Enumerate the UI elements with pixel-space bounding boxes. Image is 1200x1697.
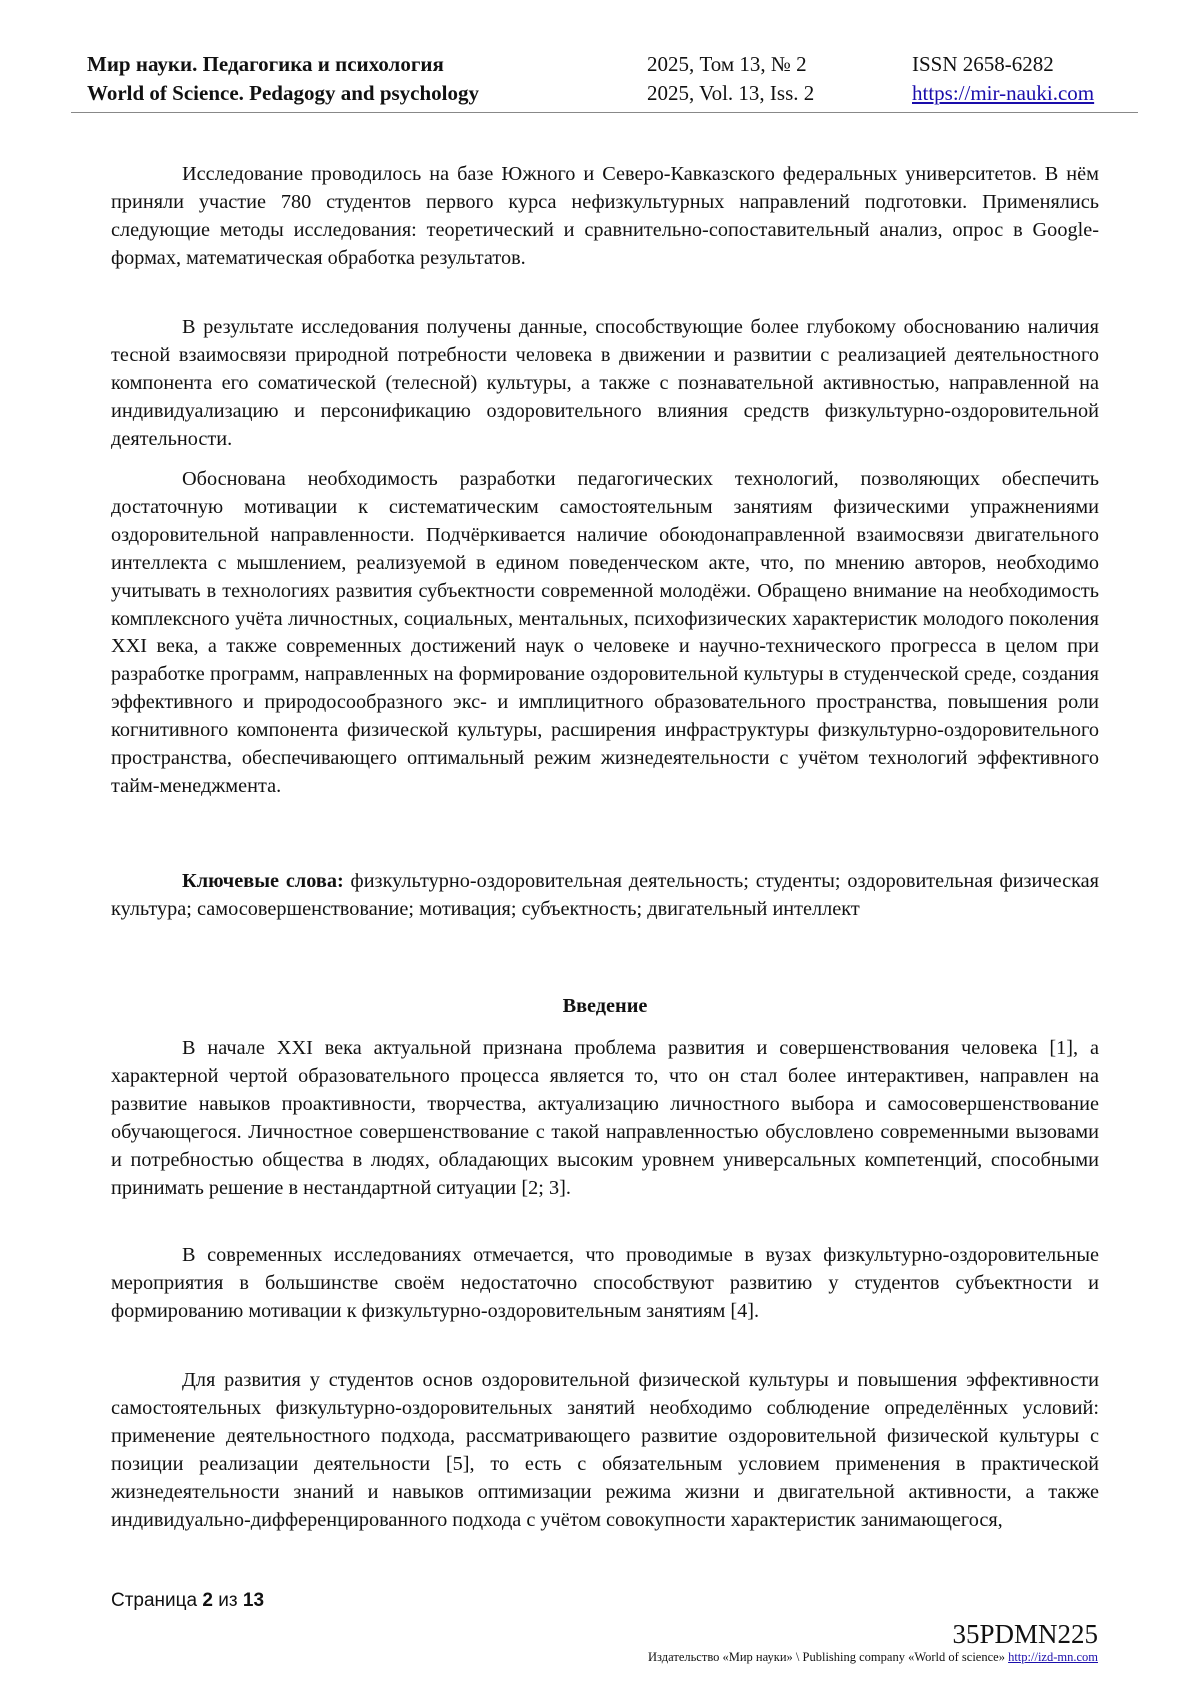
journal-title-ru: Мир науки. Педагогика и психология xyxy=(87,52,444,76)
publisher-line xyxy=(648,1650,1098,1665)
publisher-text: Издательство «Мир науки» \ Publishing company «World of science» xyxy=(648,1650,1009,1664)
section-heading: Введение xyxy=(562,995,648,1017)
issue-ru: 2025, Том 13, № 2 xyxy=(647,52,807,76)
publisher-link[interactable]: http://izd-mn.com xyxy=(1008,1650,1098,1664)
intro-paragraph: В современных исследованиях отмечается, что проводимые в вузах физкультурно-оздоровительные мероприятия в большинстве своём недостаточно способствуют развитию у студентов субъектности и формированию мотивации к физкультурно-оздоровительным занятиям [4]. xyxy=(111,1244,1099,1322)
issn: ISSN 2658-6282 xyxy=(912,52,1054,76)
journal-url-link[interactable]: https://mir-nauki.com xyxy=(912,81,1095,105)
journal-title-en: World of Science. Pedagogy and psychology xyxy=(87,81,480,105)
journal-title xyxy=(87,50,479,108)
header-divider xyxy=(71,112,1138,113)
issn-block xyxy=(912,50,1094,108)
issue-en: 2025, Vol. 13, Iss. 2 xyxy=(647,81,815,105)
issue-info xyxy=(647,50,814,108)
abstract-paragraph: Обоснована необходимость разработки педагогических технологий, позволяющих обеспечить достаточную мотивации к систематическим самостоятельным занятиям физическими упражнениями оздоровительной направленности. Подчёркивается наличие обоюдонаправленной взаимосвязи двигательного интеллекта с мышлением, реализуемой в едином поведенческом акте, что, по мнению авторов, необходимо учитывать в технологиях развития субъектности современной молодёжи. Обращено внимание на необходимость комплексного учёта личностных, социальных, ментальных, психофизических характеристик молодого поколения XXI века, а также современных достижений наук о человеке и научно-технического прогресса в целом при разработке программ, направленных на формирование оздоровительной культуры в студенческой среде, создания эффективного и природосообразного экс- и имплицитного образовательного пространства, повышения роли когнитивного компонента физической культуры, расширения инфраструктуры физкультурно-оздоровительного пространства, обеспечивающего оптимальный режим жизнедеятельности с учётом технологий эффективного тайм-менеджмента. xyxy=(111,468,1099,797)
keywords xyxy=(111,868,1099,924)
article-code: 35PDMN225 xyxy=(952,1619,1098,1649)
keywords-text: физкультурно-оздоровительная деятельность; студенты; оздоровительная физическая культура; самосовершенствование; мотивация; субъектность; двигательный интеллект xyxy=(111,870,1099,920)
intro-paragraph: Для развития у студентов основ оздоровительной физической культуры и повышения эффективности самостоятельных физкультурно-оздоровительных занятий необходимо соблюдение определённых условий: применение деятельностного подхода, рассматривающего развитие оздоровительной физической культуры с позиции реализации деятельности [5], то есть с обязательным условием применения в практической жизнедеятельности знаний и навыков оптимизации режима жизни и двигательной активности, а также индивидуально-дифференцированного подхода с учётом совокупности характеристик занимающегося, xyxy=(111,1369,1099,1531)
page-prefix: Страница xyxy=(111,1590,203,1611)
page-total: 13 xyxy=(242,1590,265,1611)
keywords-label: Ключевые слова: xyxy=(182,870,344,892)
page-mid: из xyxy=(212,1590,243,1611)
page-current: 2 xyxy=(202,1590,213,1611)
page-number xyxy=(111,1590,264,1612)
intro-paragraph: В начале XXI века актуальной признана проблема развития и совершенствования человека [1], а характерной чертой образовательного процесса является то, что он стал более интерактивен, направлен на развитие навыков проактивности, творчества, актуализацию личностного выбора и самосовершенствование обучающегося. Личностное совершенствование с такой направленностью обусловлено современными вызовами и потребностью общества в людях, обладающих высоким уровнем универсальных компетенций, способными принимать решение в нестандартной ситуации [2; 3]. xyxy=(111,1037,1099,1199)
abstract-paragraph: В результате исследования получены данные, способствующие более глубокому обоснованию наличия тесной взаимосвязи природной потребности человека в движении и развитии с реализацией деятельностного компонента его соматической (телесной) культуры, а также с познавательной активностью, направленной на индивидуализацию и персонификацию оздоровительного влияния средств физкультурно-оздоровительной деятельности. xyxy=(111,316,1099,450)
abstract-paragraph: Исследование проводилось на базе Южного и Северо-Кавказского федеральных университетов. В нём приняли участие 780 студентов первого курса нефизкультурных направлений подготовки. Применялись следующие методы исследования: теоретический и сравнительно-сопоставительный анализ, опрос в Google-формах, математическая обработка результатов. xyxy=(111,163,1099,269)
